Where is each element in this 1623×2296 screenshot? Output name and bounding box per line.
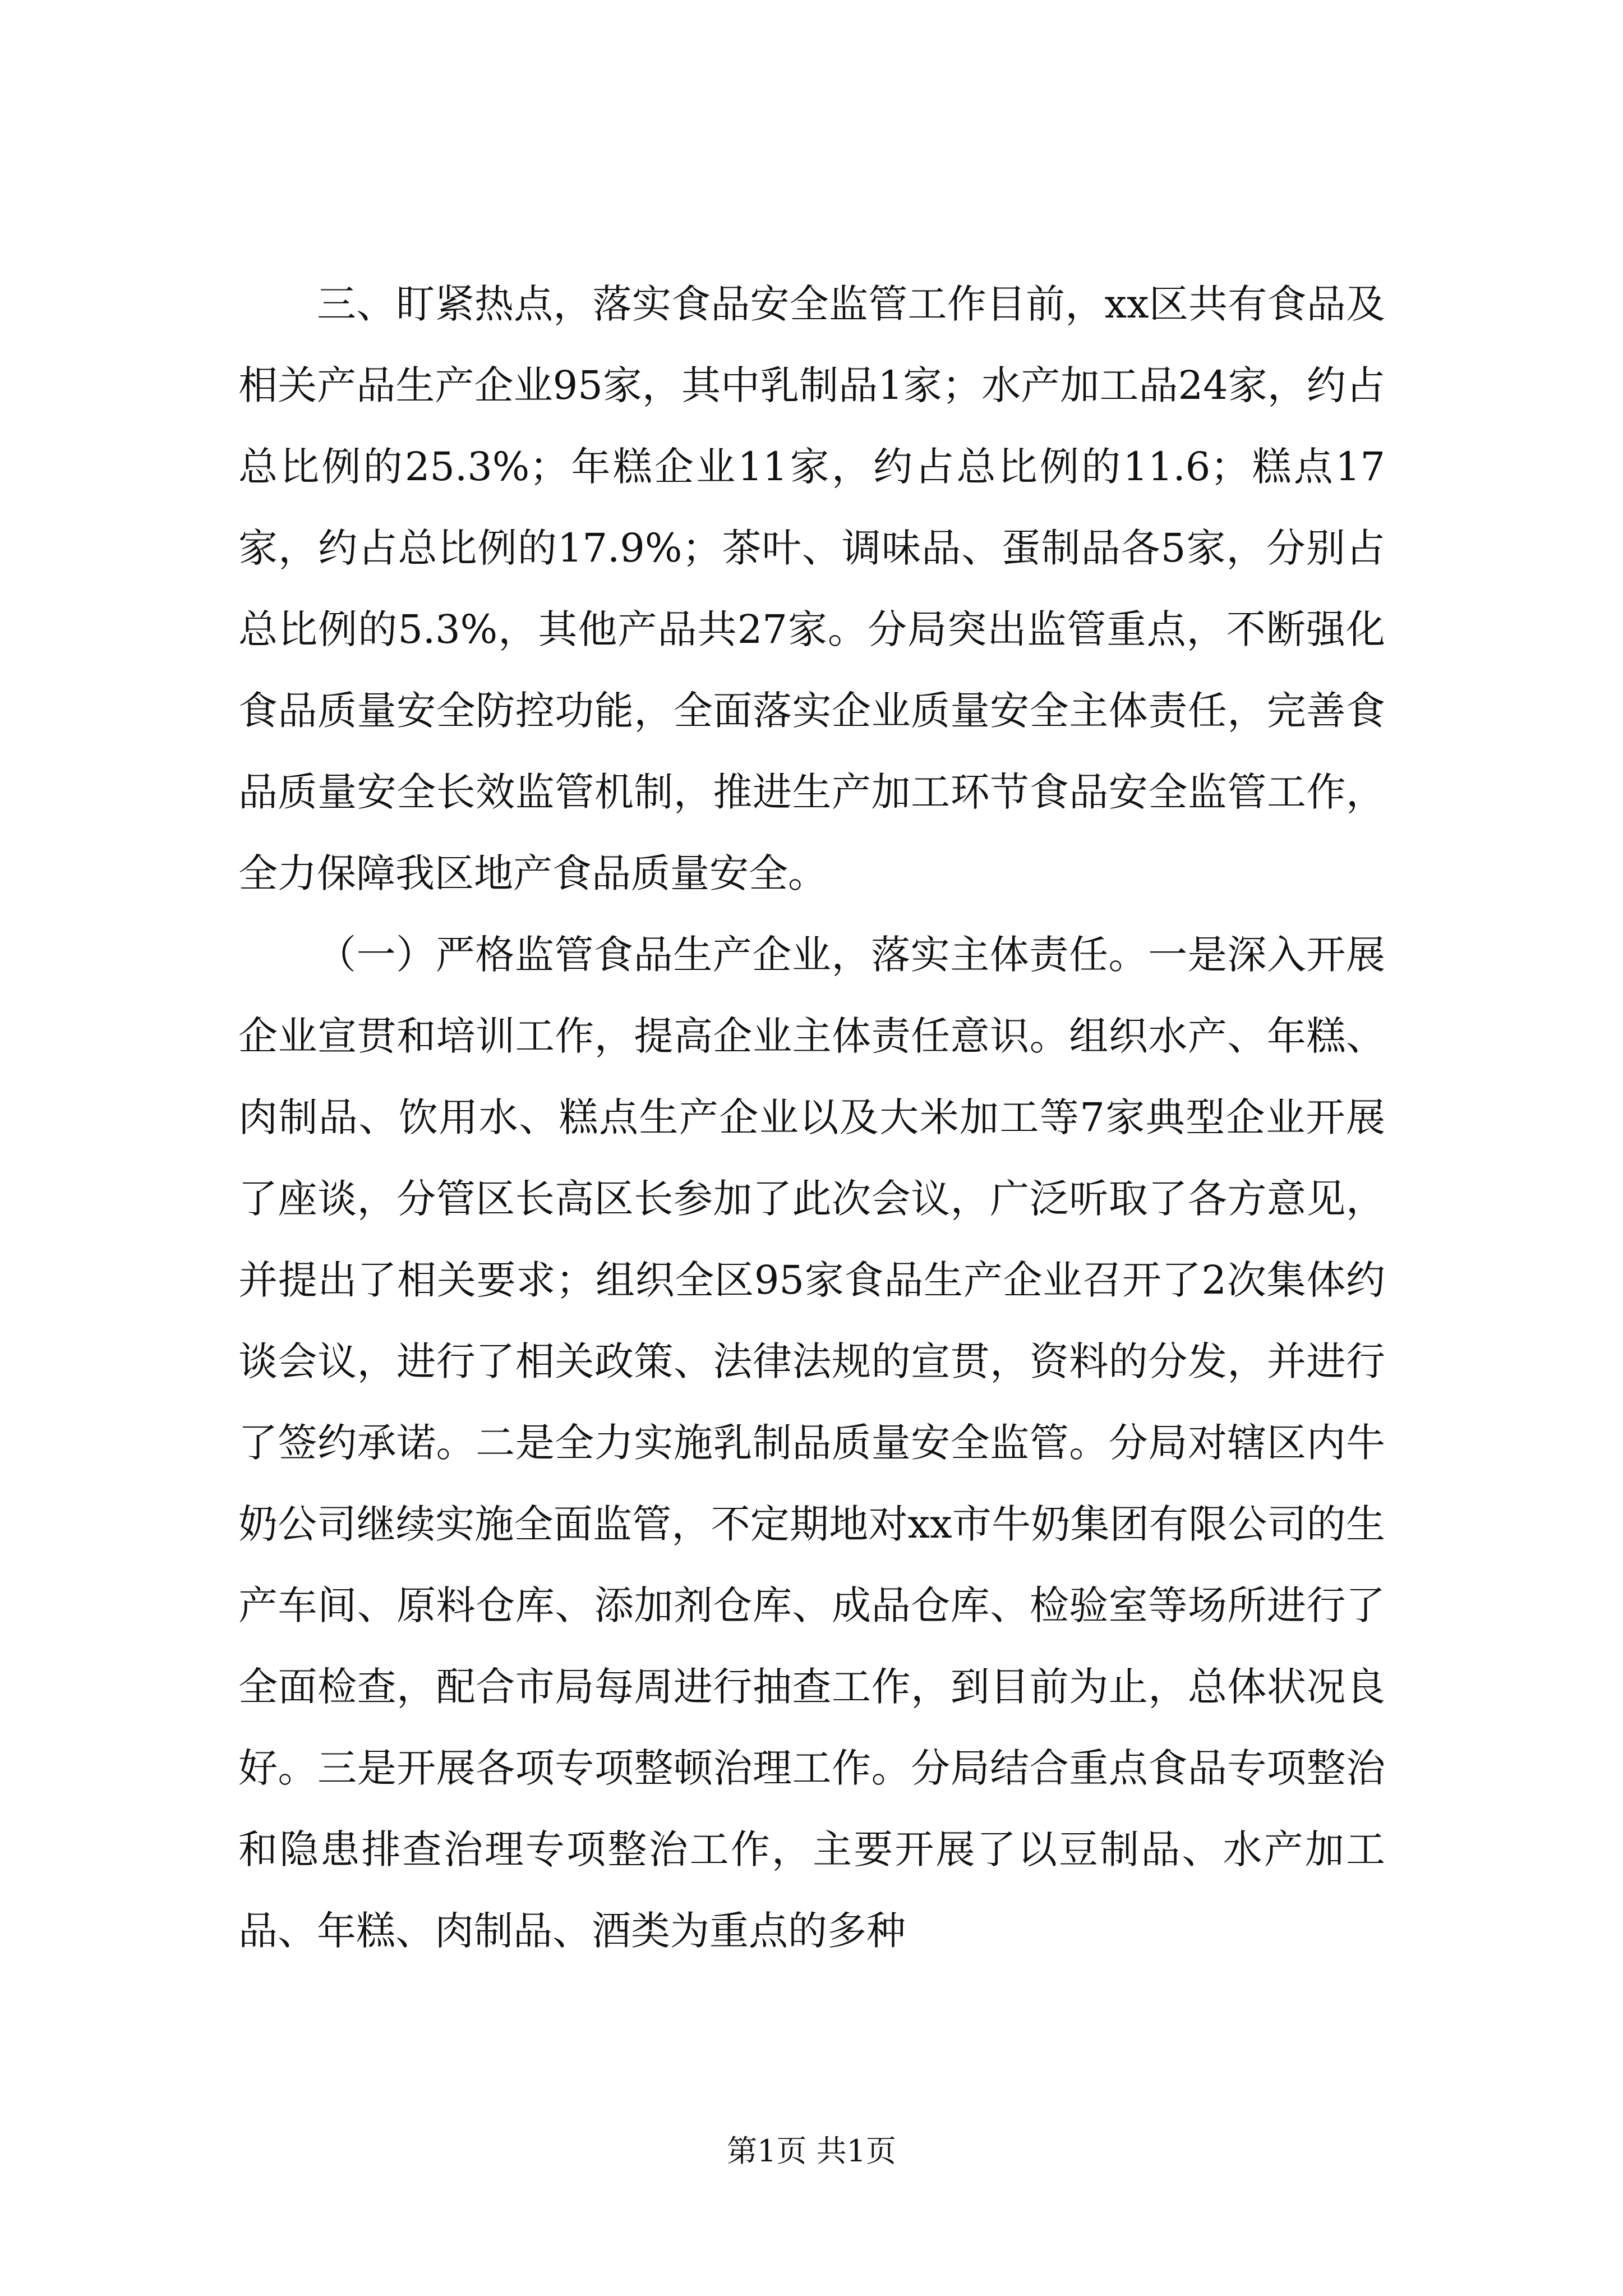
- document-body: [238, 264, 1385, 1972]
- paragraph-1: 三、盯紧热点，落实食品安全监管工作目前，xx区共有食品及相关产品生产企业95家，其中乳制品1家；水产加工品24家，约占总比例的25.3%；年糕企业11家，约占总比例的11.6；糕点17家，约占总比例的17.9%；茶叶、调味品、蛋制品各5家，分别占总比例的5.3%，其他产品共27家。分局突出监管重点，不断强化食品质量安全防控功能，全面落实企业质量安全主体责任，完善食品质量安全长效监管机制，推进生产加工环节食品安全监管工作，全力保障我区地产食品质量安全。: [238, 281, 1385, 896]
- paragraph-2: （一）严格监管食品生产企业，落实主体责任。一是深入开展企业宣贯和培训工作，提高企业主体责任意识。组织水产、年糕、肉制品、饮用水、糕点生产企业以及大米加工等7家典型企业开展了座谈，分管区长高区长参加了此次会议，广泛听取了各方意见，并提出了相关要求；组织全区95家食品生产企业召开了2次集体约谈会议，进行了相关政策、法律法规的宣贯，资料的分发，并进行了签约承诺。二是全力实施乳制品质量安全监管。分局对辖区内牛奶公司继续实施全面监管，不定期地对xx市牛奶集团有限公司的生产车间、原料仓库、添加剂仓库、成品仓库、检验室等场所进行了全面检查，配合市局每周进行抽查工作，到目前为止，总体状况良好。三是开展各项专项整顿治理工作。分局结合重点食品专项整治和隐患排查治理专项整治工作，主要开展了以豆制品、水产加工品、年糕、肉制品、酒类为重点的多种: [238, 932, 1385, 1954]
- page-footer: 第1页 共1页: [727, 2133, 896, 2169]
